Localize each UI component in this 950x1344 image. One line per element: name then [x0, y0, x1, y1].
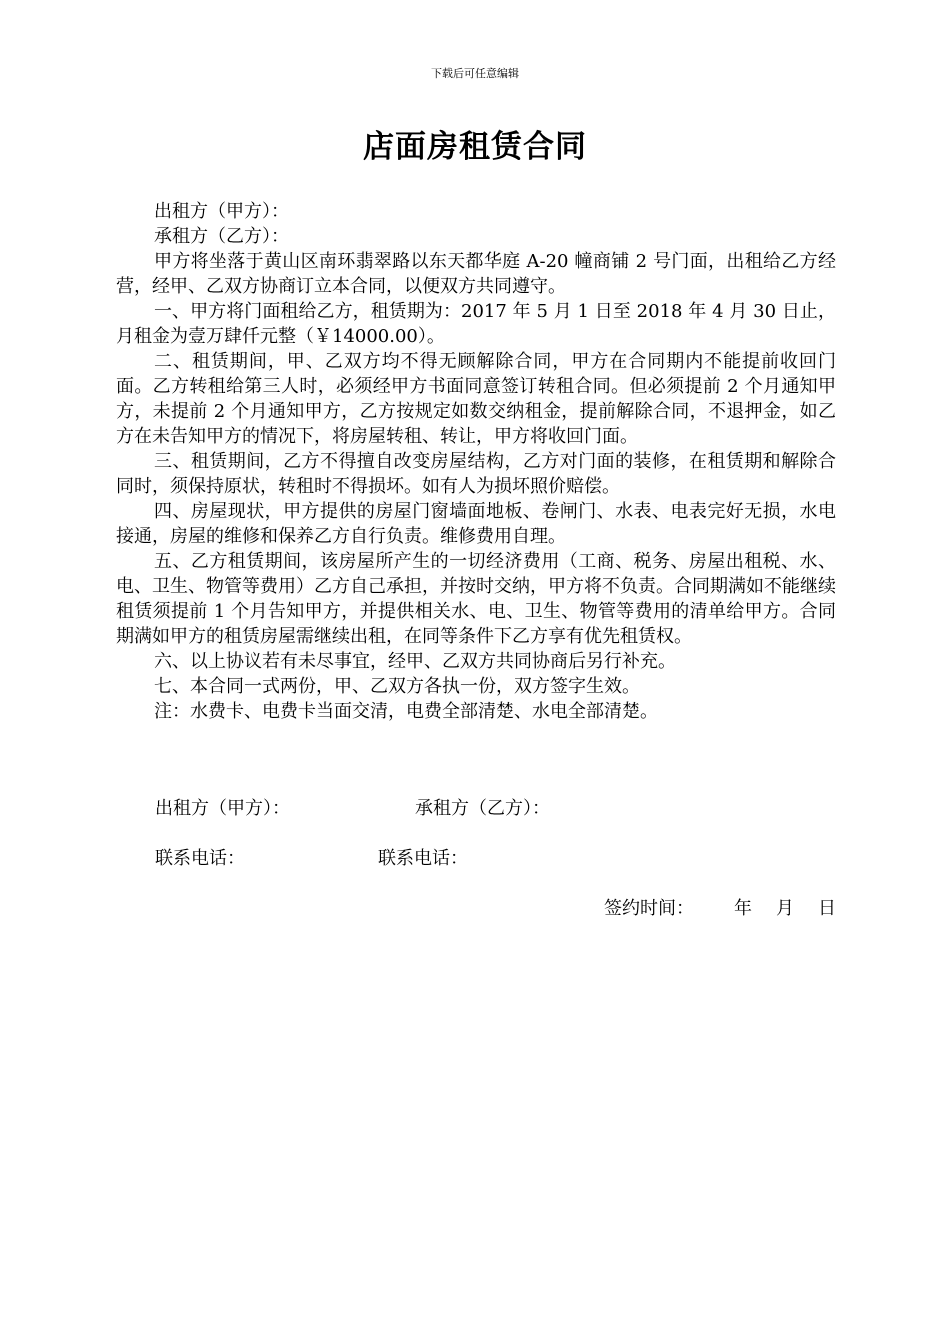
note-paragraph: 注：水费卡、电费卡当面交清，电费全部清楚、水电全部清楚。 — [154, 701, 658, 722]
contract-body — [116, 199, 836, 724]
sign-date-year: 年 — [734, 898, 752, 919]
phone-row — [0, 846, 950, 872]
lessee-phone-label: 联系电话： — [378, 848, 468, 869]
lessee-line: 承租方（乙方）： — [154, 226, 289, 247]
intro-paragraph: 甲方将坐落于黄山区南环翡翠路以东天都华庭 A-20 幢商铺 2 号门面，出租给乙方经营，经甲、乙双方协商订立本合同，以便双方共同遵守。 — [116, 251, 836, 297]
lessor-signature-label: 出租方（甲方）： — [155, 798, 290, 819]
sign-date-label: 签约时间： — [604, 898, 694, 919]
clause-7: 七、本合同一式两份，甲、乙双方各执一份，双方签字生效。 — [154, 676, 640, 697]
clause-3: 三、租赁期间，乙方不得擅自改变房屋结构，乙方对门面的装修，在租赁期和解除合同时，须保持原状，转租时不得损坏。如有人为损坏照价赔偿。 — [116, 451, 836, 497]
sign-date-row — [0, 896, 950, 922]
clause-4: 四、房屋现状，甲方提供的房屋门窗墙面地板、卷闸门、水表、电表完好无损，水电接通，房屋的维修和保养乙方自行负责。维修费用自理。 — [116, 501, 836, 547]
signature-row — [0, 796, 950, 822]
sign-date-month: 月 — [776, 898, 794, 919]
lessor-phone-label: 联系电话： — [155, 848, 245, 869]
clause-5: 五、乙方租赁期间，该房屋所产生的一切经济费用（工商、税务、房屋出租税、水、电、卫生、物管等费用）乙方自己承担，并按时交纳，甲方将不负责。合同期满如不能继续租赁须提前 1 个月告知甲方，并提供相关水、电、卫生、物管等费用的清单给甲方。合同期满如甲方的租赁房屋需继续出租，在同等条件下乙方享有优先租赁权。 — [116, 551, 836, 647]
clause-6: 六、以上协议若有未尽事宜，经甲、乙双方共同协商后另行补充。 — [154, 651, 676, 672]
header-note: 下载后可任意编辑 — [431, 67, 519, 80]
clause-1: 一、甲方将门面租给乙方，租赁期为：2017 年 5 月 1 日至 2018 年 4 月 30 日止，月租金为壹万肆仟元整（￥14000.00）。 — [116, 301, 836, 347]
lessee-signature-label: 承租方（乙方）： — [415, 798, 550, 819]
sign-date-day: 日 — [818, 898, 836, 919]
clause-2: 二、租赁期间，甲、乙双方均不得无顾解除合同，甲方在合同期内不能提前收回门面。乙方转租给第三人时，必须经甲方书面同意签订转租合同。但必须提前 2 个月通知甲方，未提前 2 个月通知甲方，乙方按规定如数交纳租金，提前解除合同，不退押金，如乙方在未告知甲方的情况下，将房屋转租、转让，甲方将收回门面。 — [116, 351, 836, 447]
document-title: 店面房租赁合同 — [363, 129, 587, 165]
lessor-line: 出租方（甲方）： — [154, 201, 289, 222]
